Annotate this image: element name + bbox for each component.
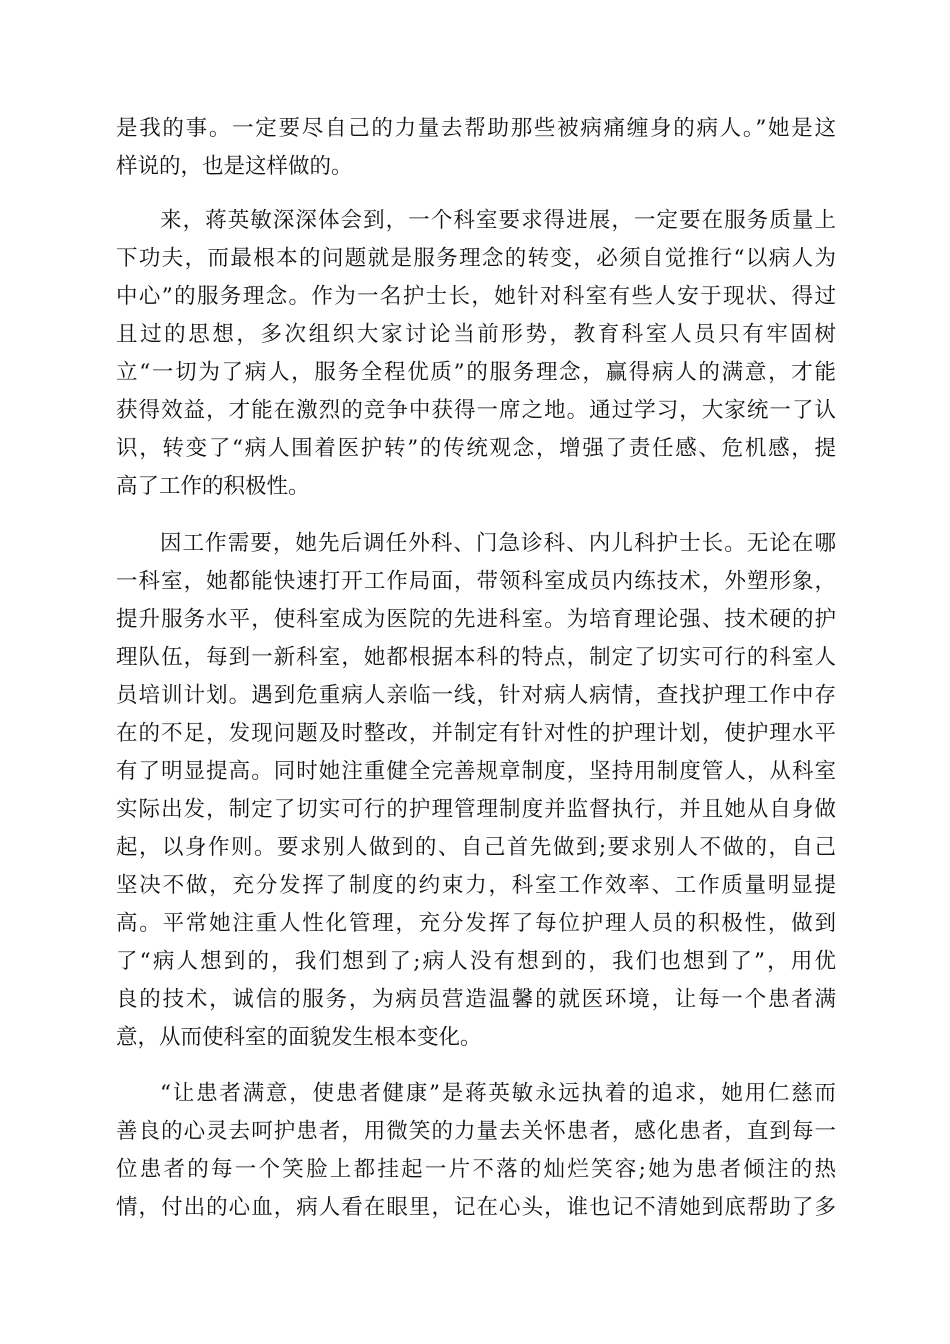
text-line: 下功夫，而最根本的问题就是服务理念的转变，必须自觉推行“以病人为 [116, 246, 836, 271]
text-line: 善良的心灵去呵护患者，用微笑的力量去关怀患者，感化患者，直到每一 [116, 1119, 836, 1144]
text-line: 情，付出的心血，病人看在眼里，记在心头，谁也记不清她到底帮助了多 [116, 1195, 836, 1220]
text-line: 样说的，也是这样做的。 [116, 154, 353, 179]
text-line: “让患者满意，使患者健康”是蒋英敏永远执着的追求，她用仁慈而 [160, 1081, 836, 1106]
text-line: 因工作需要，她先后调任外科、门急诊科、内儿科护士长。无论在哪 [160, 531, 836, 556]
text-line: 良的技术，诚信的服务，为病员营造温馨的就医环境，让每一个患者满 [116, 987, 836, 1012]
text-line: 获得效益，才能在激烈的竞争中获得一席之地。通过学习，大家统一了认 [116, 398, 836, 423]
text-line: 在的不足，发现问题及时整改，并制定有针对性的护理计划，使护理水平 [116, 721, 836, 746]
text-line: 高了工作的积极性。 [116, 474, 310, 499]
text-line: 识，转变了“病人围着医护转”的传统观念，增强了责任感、危机感，提 [116, 436, 836, 461]
text-line: 中心”的服务理念。作为一名护士长，她针对科室有些人安于现状、得过 [116, 284, 836, 309]
text-line: 立“一切为了病人，服务全程优质”的服务理念，赢得病人的满意，才能 [116, 360, 836, 385]
text-line: 一科室，她都能快速打开工作局面，带领科室成员内练技术，外塑形象， [116, 569, 836, 594]
text-line: 起，以身作则。要求别人做到的、自己首先做到;要求别人不做的，自己 [116, 835, 836, 860]
text-line: 理队伍，每到一新科室，她都根据本科的特点，制定了切实可行的科室人 [116, 645, 836, 670]
text-line: 高。平常她注重人性化管理，充分发挥了每位护理人员的积极性，做到 [116, 911, 836, 936]
text-line: 位患者的每一个笑脸上都挂起一片不落的灿烂笑容;她为患者倾注的热 [116, 1157, 836, 1182]
text-line: 有了明显提高。同时她注重健全完善规章制度，坚持用制度管人，从科室 [116, 759, 836, 784]
text-line: 且过的思想，多次组织大家讨论当前形势，教育科室人员只有牢固树 [116, 322, 836, 347]
text-line: 坚决不做，充分发挥了制度的约束力，科室工作效率、工作质量明显提 [116, 873, 836, 898]
text-line: 员培训计划。遇到危重病人亲临一线，针对病人病情，查找护理工作中存 [116, 683, 836, 708]
text-line: 是我的事。一定要尽自己的力量去帮助那些被病痛缠身的病人。”她是这 [116, 116, 836, 141]
text-line: 来，蒋英敏深深体会到，一个科室要求得进展，一定要在服务质量上 [160, 208, 836, 233]
text-line: 意，从而使科室的面貌发生根本变化。 [116, 1025, 482, 1050]
text-line: 了“病人想到的，我们想到了;病人没有想到的，我们也想到了”，用优 [116, 949, 836, 974]
text-line: 实际出发，制定了切实可行的护理管理制度并监督执行，并且她从自身做 [116, 797, 836, 822]
text-line: 提升服务水平，使科室成为医院的先进科室。为培育理论强、技术硬的护 [116, 607, 836, 632]
